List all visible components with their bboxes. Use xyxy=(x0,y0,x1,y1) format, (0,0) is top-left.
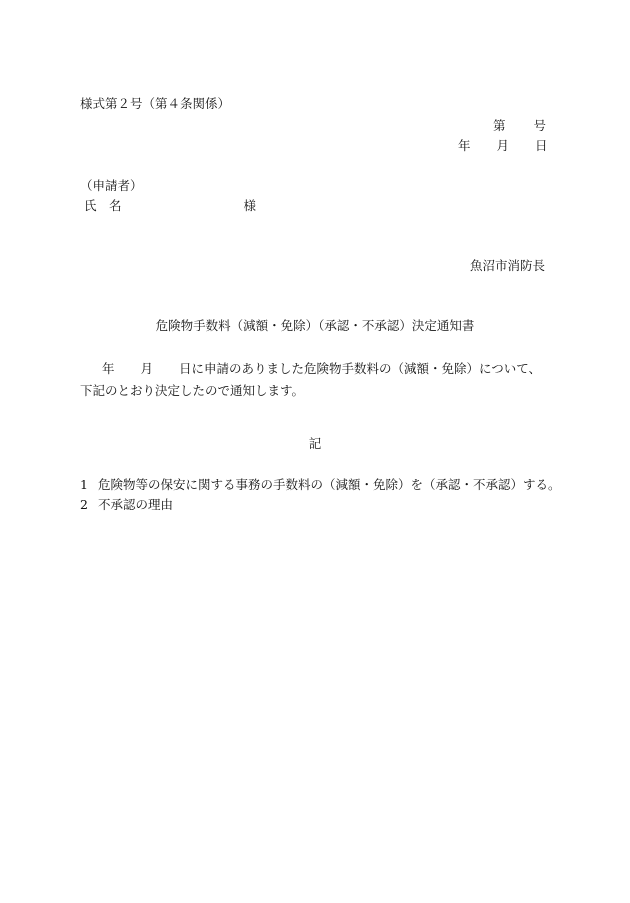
list-item xyxy=(80,499,173,512)
item-text: 不承認の理由 xyxy=(98,497,174,512)
body-text: 日に申請のありました危険物手数料の（減額・免除）について、下記のとおり決定したので通知します。 xyxy=(80,361,542,398)
item-number: 1 xyxy=(80,477,88,492)
issue-date-line xyxy=(458,140,548,153)
ki-heading: 記 xyxy=(308,436,322,451)
list-item xyxy=(80,479,561,492)
date-year: 年 xyxy=(458,138,471,153)
date-month: 月 xyxy=(496,138,510,153)
item-number: 2 xyxy=(80,497,88,512)
number-go: 号 xyxy=(533,118,547,133)
applicant-name-line xyxy=(84,200,256,213)
name-honorific: 様 xyxy=(243,198,257,213)
date-day: 日 xyxy=(535,138,548,153)
document-title: 危険物手数料（減額・免除）（承認・不承認）決定通知書 xyxy=(155,318,475,333)
item-text: 危険物等の保安に関する事務の手数料の（減額・免除）を（承認・不承認）する。 xyxy=(98,477,561,492)
number-dai: 第 xyxy=(493,118,506,133)
body-year: 年 xyxy=(102,361,115,376)
applicant-heading: （申請者） xyxy=(80,178,143,193)
name-label: 氏 名 xyxy=(84,198,122,213)
form-label: 様式第２号（第４条関係） xyxy=(80,96,231,111)
body-paragraph xyxy=(80,358,550,402)
body-month: 月 xyxy=(140,361,154,376)
document-number-line xyxy=(493,120,546,133)
issuer: 魚沼市消防長 xyxy=(470,258,546,273)
